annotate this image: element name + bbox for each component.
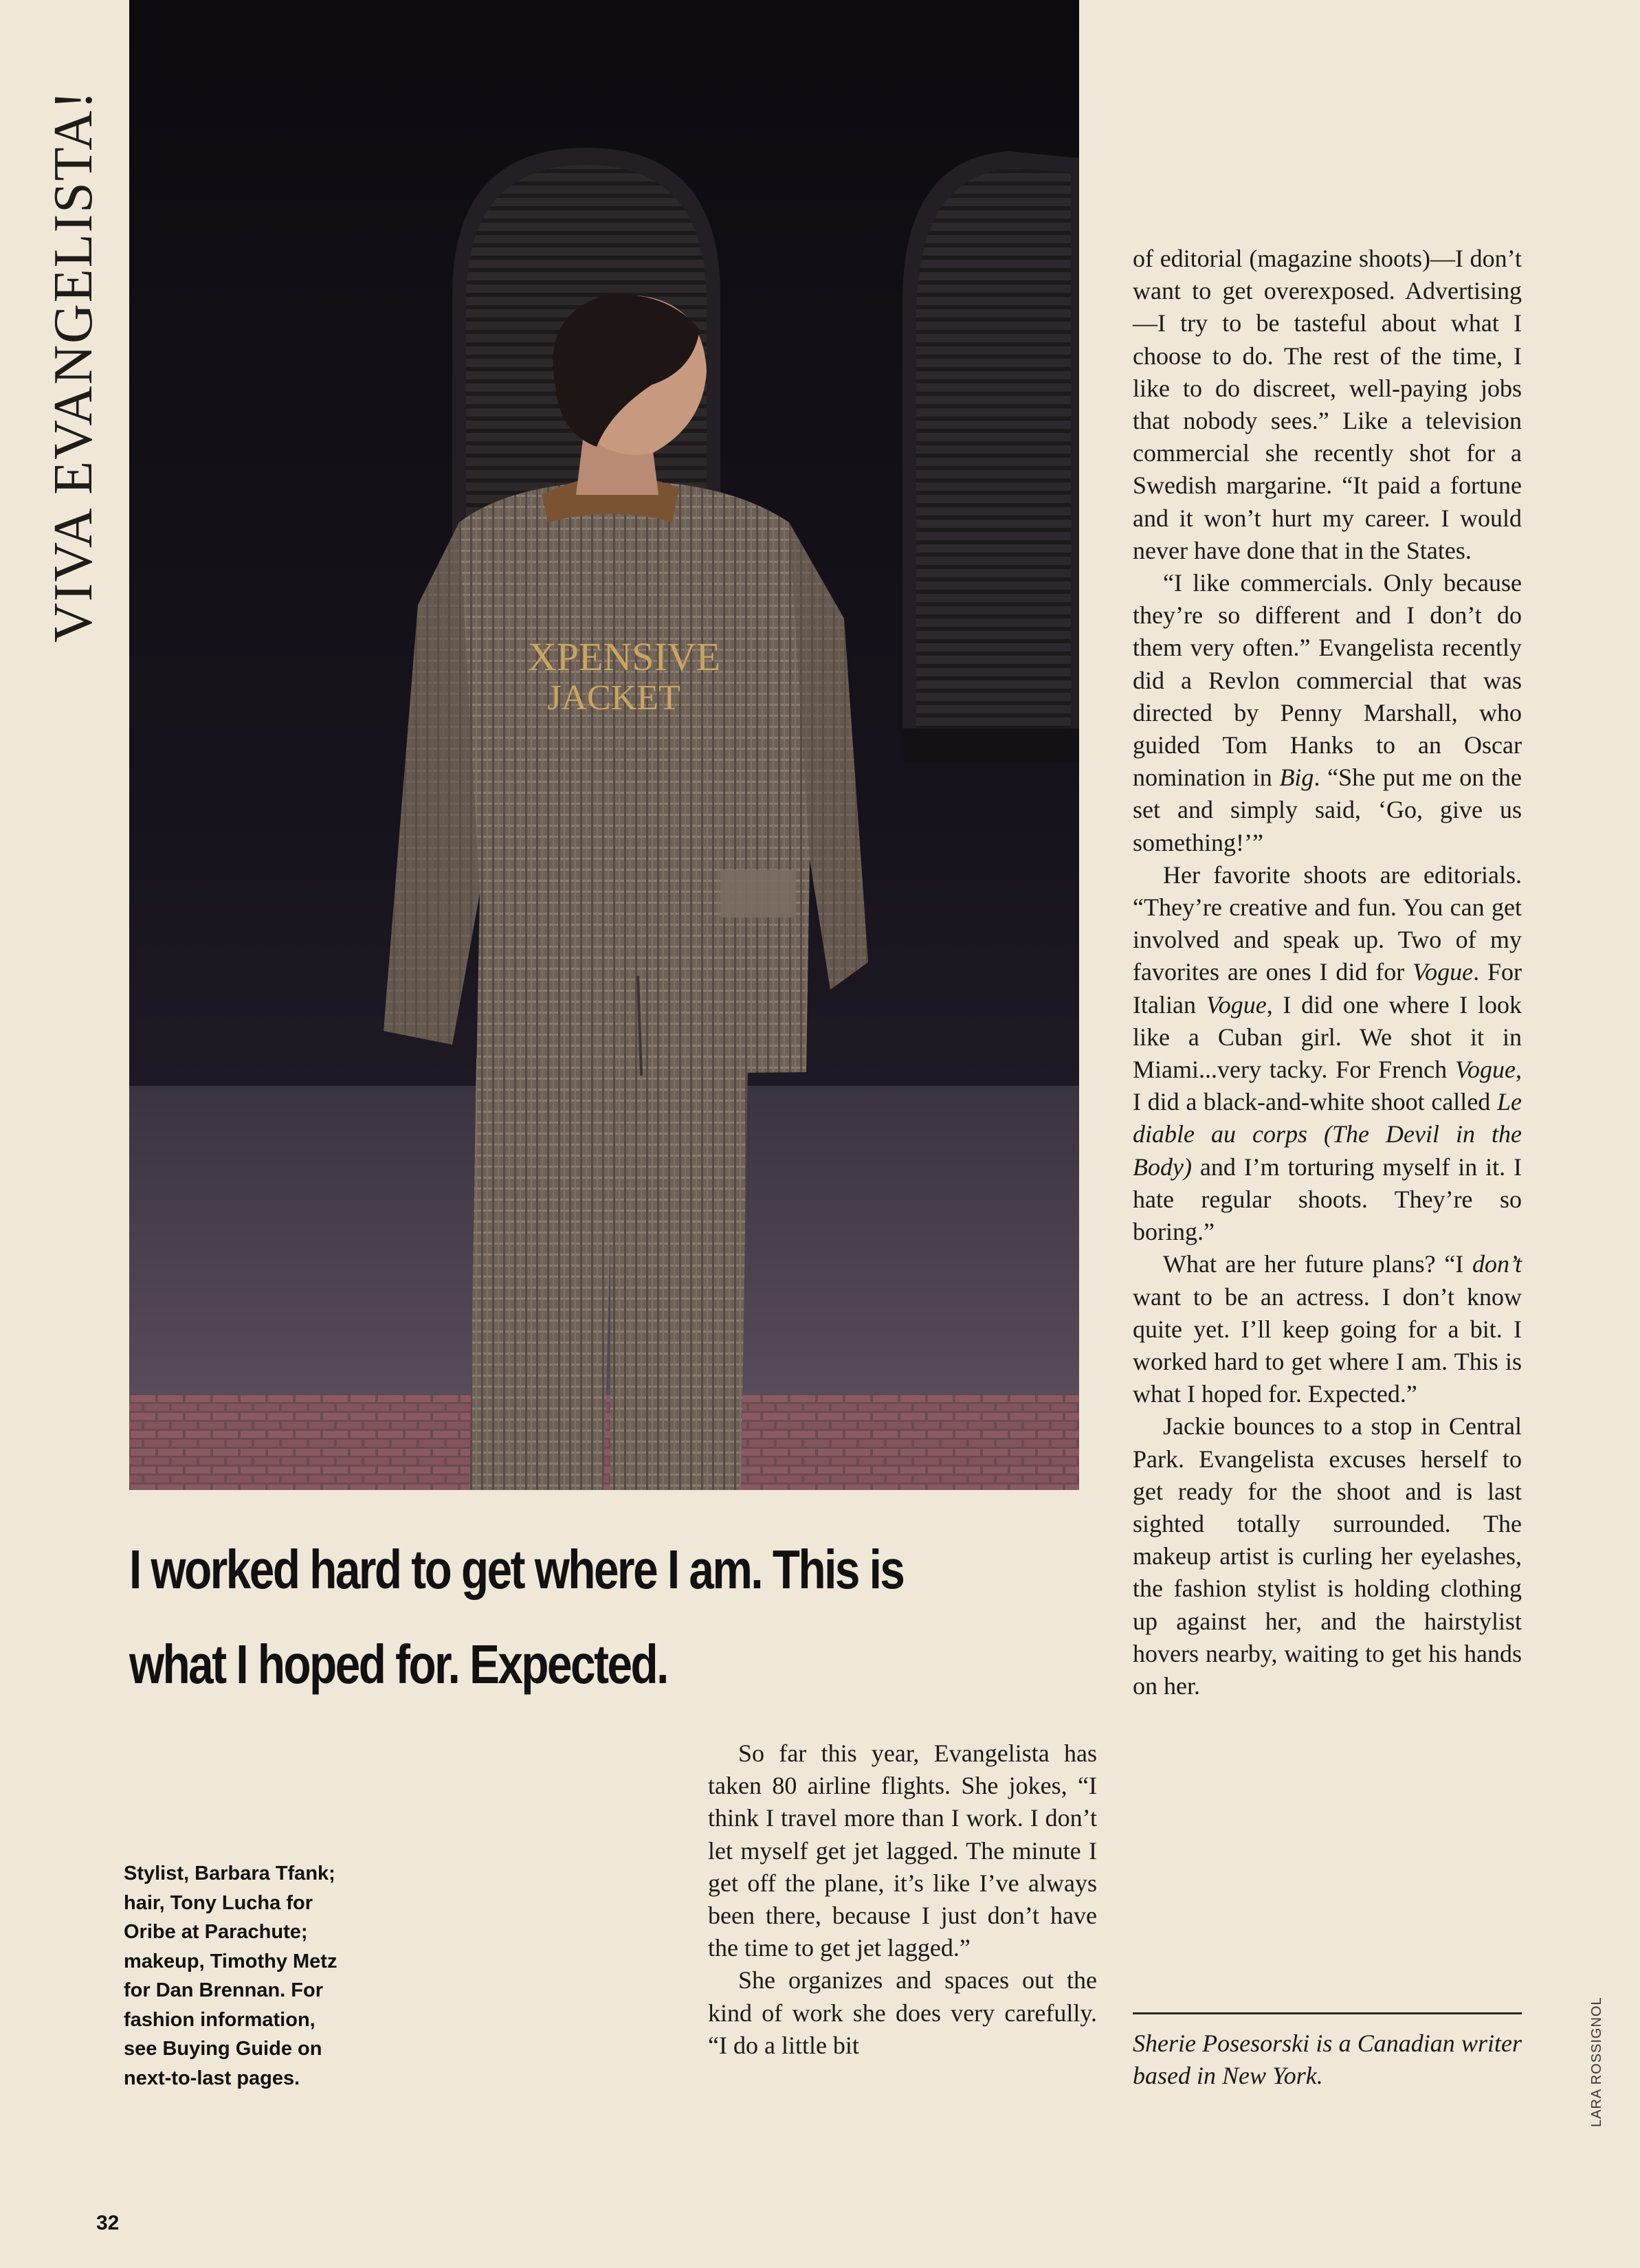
text-run: . “She put me on the set and simply said, ‘Go, give us something!’” (1133, 764, 1522, 856)
jacket-text-line1: XPENSIVE (527, 634, 721, 679)
italic-emphasis: don’t (1472, 1250, 1522, 1278)
paragraph: Jackie bounces to a stop in Central Park. Evangelista excuses herself to get ready for the shoot and is last sighted totally surrounded. The makeup artist is curling her eyelashes, the fashion stylist is holding clothing up against her, and the hairstylist hovers nearby, waiting to get his hands on her. (1133, 1412, 1522, 1700)
pull-quote-line-2: what I hoped for. Expected. (129, 1634, 667, 1695)
text-run: , I did a black-and-white shoot called (1133, 1056, 1522, 1116)
paragraph: She organizes and spaces out the kind of work she does very carefully. “I do a little bit (708, 1966, 1097, 2059)
paragraph: of editorial (magazine shoots)—I don’t want to get overexposed. Advertising—I try to be tasteful about what I choose to do. The rest of the time, I like to do discreet, well-paying jobs that nobody sees.” Like a television commercial she recently shot for a Swedish margarine. “It paid a fortune and it won’t hurt my career. I would never have done that in the States. (1133, 245, 1522, 564)
jacket-text-line2: JACKET (547, 678, 680, 718)
bio-divider (1133, 2012, 1522, 2014)
text-run: “I like commercials. Only because they’re so different and I don’t do them very often.” Evangelista recently did a Revlon commercial that was directed by Penny Marshall, who guided Tom Hanks to an Oscar nomination in (1133, 569, 1522, 792)
page-number: 32 (96, 2212, 120, 2234)
paragraph (1133, 1248, 1522, 1410)
italic-title: Vogue (1206, 990, 1267, 1019)
italic-title: Big (1279, 764, 1314, 792)
paragraph (1133, 859, 1522, 1248)
paragraph: So far this year, Evangelista has taken 80 airline flights. She jokes, “I think I travel more than I work. I don’t let myself get jet lagged. The minute I get off the plane, it’s like I’ve always been there, because I just don’t have the time to get jet lagged.” (708, 1739, 1097, 1962)
text-run: and I’m torturing myself in it. I hate regular shoots. They’re so boring.” (1133, 1153, 1522, 1246)
styling-credits: Stylist, Barbara Tfank; hair, Tony Lucha for Oribe at Parachute; makeup, Timothy Metz for Dan Brennan. For fashion information, see Buying Guide on next-to-last pages. (124, 1863, 337, 2089)
paragraph (1133, 567, 1522, 859)
pull-quote-line-1: I worked hard to get where I am. This is (129, 1539, 904, 1600)
text-run: What are her future plans? “I (1163, 1250, 1472, 1278)
text-run: Her favorite shoots are editorials. “They’re creative and fun. You can get involved and speak up. Two of my favorites are ones I did for (1133, 860, 1522, 986)
pull-quote (129, 1522, 1059, 1712)
article-column-right (1133, 243, 1522, 1702)
feature-photo (129, 0, 1079, 1490)
photo-credit: LARA ROSSIGNOL (1589, 1997, 1604, 2127)
text-run: want to be an actress. I don’t know quite yet. I’ll keep going for a bit. I worked hard to get where I am. This is what I hoped for. Expected.” (1133, 1282, 1522, 1408)
author-bio: Sherie Posesorski is a Canadian writer based in New York. (1133, 2030, 1522, 2090)
photo-illustration (129, 0, 1079, 1490)
article-column-middle (708, 1737, 1097, 2062)
text-run: . For Italian (1133, 958, 1522, 1019)
italic-title: Le diable au corps (The Devil in the Body) (1133, 1088, 1522, 1181)
italic-title: Vogue (1412, 958, 1474, 986)
text-run: , I did one where I look like a Cuban girl. We shot it in Miami...very tacky. For French (1133, 990, 1522, 1084)
italic-title: Vogue (1455, 1056, 1516, 1084)
section-title: VIVA EVANGELISTA! (43, 89, 104, 643)
